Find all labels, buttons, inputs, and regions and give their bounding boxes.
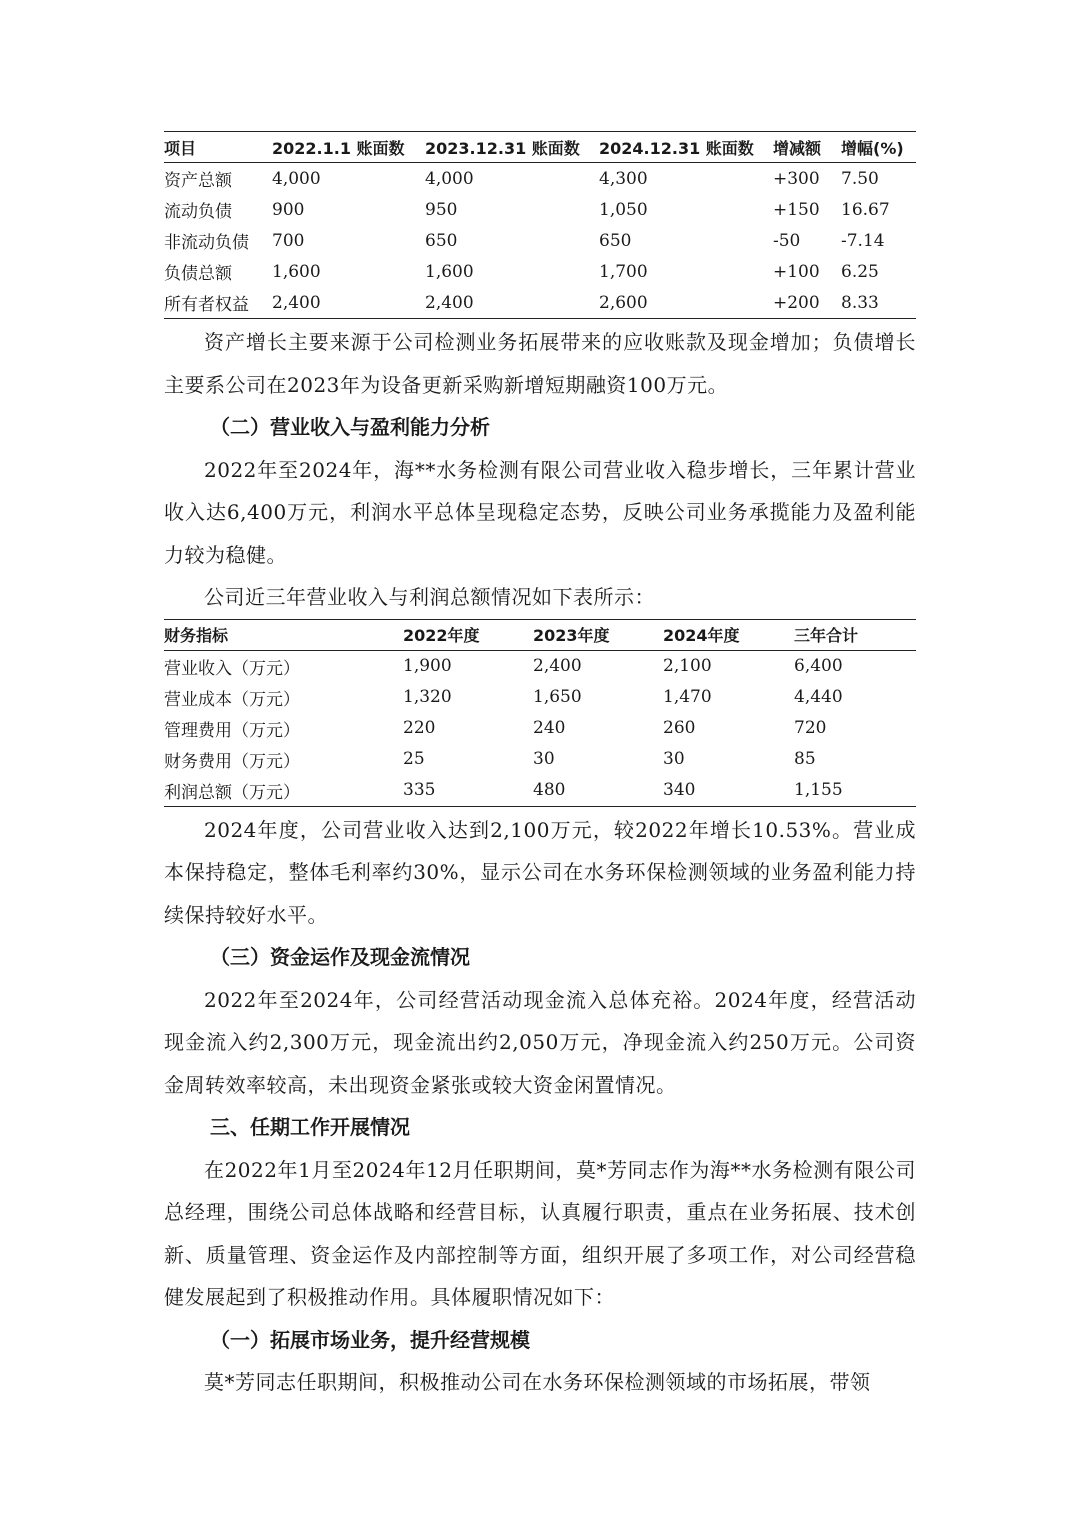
column-header: 财务指标 — [164, 619, 403, 650]
table-row — [164, 256, 916, 287]
table-cell: 2,100 — [663, 656, 712, 676]
table-cell: 85 — [794, 749, 816, 769]
table-cell: 700 — [272, 230, 305, 251]
table-cell: 管理费用（万元） — [164, 720, 300, 741]
table-cell: 220 — [403, 718, 436, 738]
table-cell: 所有者权益 — [164, 295, 249, 315]
table-cell: 1,700 — [599, 261, 648, 282]
table-row — [164, 225, 916, 256]
table-header-row — [164, 619, 916, 650]
table-cell: 6.25 — [841, 261, 879, 282]
column-header: 增幅(%) — [841, 132, 916, 163]
table-row — [164, 287, 916, 319]
table-cell: 财务费用（万元） — [164, 751, 300, 772]
column-header: 2023年度 — [533, 619, 663, 650]
table-row — [164, 713, 916, 744]
table-cell: +100 — [773, 261, 820, 282]
table-cell: 900 — [272, 199, 305, 220]
table-cell: 1,470 — [663, 687, 712, 707]
table-cell: 4,440 — [794, 687, 843, 707]
column-header: 2022.1.1 账面数 — [272, 132, 425, 163]
table-cell: 30 — [663, 749, 685, 769]
table-cell: 240 — [533, 718, 566, 738]
table-cell: 30 — [533, 749, 555, 769]
paragraph: 2024年度，公司营业收入达到2,100万元，较2022年增长10.53%。营业成本保持稳定，整体毛利率约30%，显示公司在水务环保检测领域的业务盈利能力持续保持较好水平。 — [164, 817, 916, 927]
balance-table — [164, 131, 916, 319]
table-cell: 营业收入（万元） — [164, 658, 300, 679]
table-row — [164, 650, 916, 682]
column-header: 2022年度 — [403, 619, 533, 650]
table-row — [164, 682, 916, 713]
table-cell: 资产总额 — [164, 171, 232, 191]
section-heading: （三）资金运作及现金流情况 — [210, 945, 470, 969]
table-cell: 950 — [425, 199, 458, 220]
table-cell: 4,000 — [272, 168, 321, 189]
column-header: 增减额 — [773, 132, 841, 163]
table-cell: 340 — [663, 780, 696, 800]
table-cell: 非流动负债 — [164, 233, 249, 253]
table-cell: -50 — [773, 230, 801, 251]
income-table — [164, 619, 916, 807]
table-cell: 335 — [403, 780, 436, 800]
table-header-row — [164, 132, 916, 163]
chapter-heading: 三、任期工作开展情况 — [210, 1115, 410, 1139]
document-page — [164, 131, 916, 1404]
table-cell: -7.14 — [841, 230, 885, 251]
table-cell: 1,155 — [794, 780, 843, 800]
table-cell: +150 — [773, 199, 820, 220]
section-heading: （二）营业收入与盈利能力分析 — [210, 415, 490, 439]
paragraph: 资产增长主要来源于公司检测业务拓展带来的应收账款及现金增加；负债增长主要系公司在2023年为设备更新采购新增短期融资100万元。 — [164, 330, 916, 397]
table-cell: 流动负债 — [164, 202, 232, 222]
table-cell: 480 — [533, 780, 566, 800]
table-cell: 1,900 — [403, 656, 452, 676]
column-header: 2024.12.31 账面数 — [599, 132, 773, 163]
column-header: 三年合计 — [794, 619, 916, 650]
table-cell: +200 — [773, 292, 820, 313]
table-cell: 650 — [425, 230, 458, 251]
table-cell: 2,400 — [533, 656, 582, 676]
column-header: 2023.12.31 账面数 — [425, 132, 599, 163]
table-cell: 1,050 — [599, 199, 648, 220]
table-cell: 4,300 — [599, 168, 648, 189]
column-header: 项目 — [164, 132, 272, 163]
table-cell: 1,600 — [272, 261, 321, 282]
table-cell: 7.50 — [841, 168, 879, 189]
table-row — [164, 775, 916, 807]
table-cell: 6,400 — [794, 656, 843, 676]
table-cell: 营业成本（万元） — [164, 689, 300, 710]
paragraph: 公司近三年营业收入与利润总额情况如下表所示： — [204, 585, 655, 609]
table-cell: 1,650 — [533, 687, 582, 707]
table-cell: +300 — [773, 168, 820, 189]
table-cell: 负债总额 — [164, 264, 232, 284]
table-cell: 2,600 — [599, 292, 648, 313]
table-cell: 利润总额（万元） — [164, 782, 300, 803]
table-row — [164, 194, 916, 225]
table-cell: 720 — [794, 718, 827, 738]
table-cell: 650 — [599, 230, 632, 251]
table-row — [164, 163, 916, 195]
table-cell: 1,320 — [403, 687, 452, 707]
paragraph: 在2022年1月至2024年12月任职期间，莫*芳同志作为海**水务检测有限公司总经理，围绕公司总体战略和经营目标，认真履行职责，重点在业务拓展、技术创新、质量管理、资金运作及内部控制等方面，组织开展了多项工作，对公司经营稳健发展起到了积极推动作用。具体履职情况如下： — [164, 1157, 916, 1309]
table-cell: 8.33 — [841, 292, 879, 313]
table-cell: 16.67 — [841, 199, 890, 220]
table-cell: 25 — [403, 749, 425, 769]
table-cell: 2,400 — [425, 292, 474, 313]
table-row — [164, 744, 916, 775]
table-cell: 2,400 — [272, 292, 321, 313]
section-heading: （一）拓展市场业务，提升经营规模 — [210, 1327, 530, 1352]
column-header: 2024年度 — [663, 619, 794, 650]
paragraph: 2022年至2024年，公司经营活动现金流入总体充裕。2024年度，经营活动现金流入约2,300万元，现金流出约2,050万元，净现金流入约250万元。公司资金周转效率较高，未出现资金紧张或较大资金闲置情况。 — [164, 987, 916, 1097]
table-cell: 4,000 — [425, 168, 474, 189]
table-cell: 260 — [663, 718, 696, 738]
paragraph: 2022年至2024年，海**水务检测有限公司营业收入稳步增长，三年累计营业收入达6,400万元，利润水平总体呈现稳定态势，反映公司业务承揽能力及盈利能力较为稳健。 — [164, 457, 916, 567]
paragraph: 莫*芳同志任职期间，积极推动公司在水务环保检测领域的市场拓展，带领 — [204, 1370, 871, 1394]
table-cell: 1,600 — [425, 261, 474, 282]
